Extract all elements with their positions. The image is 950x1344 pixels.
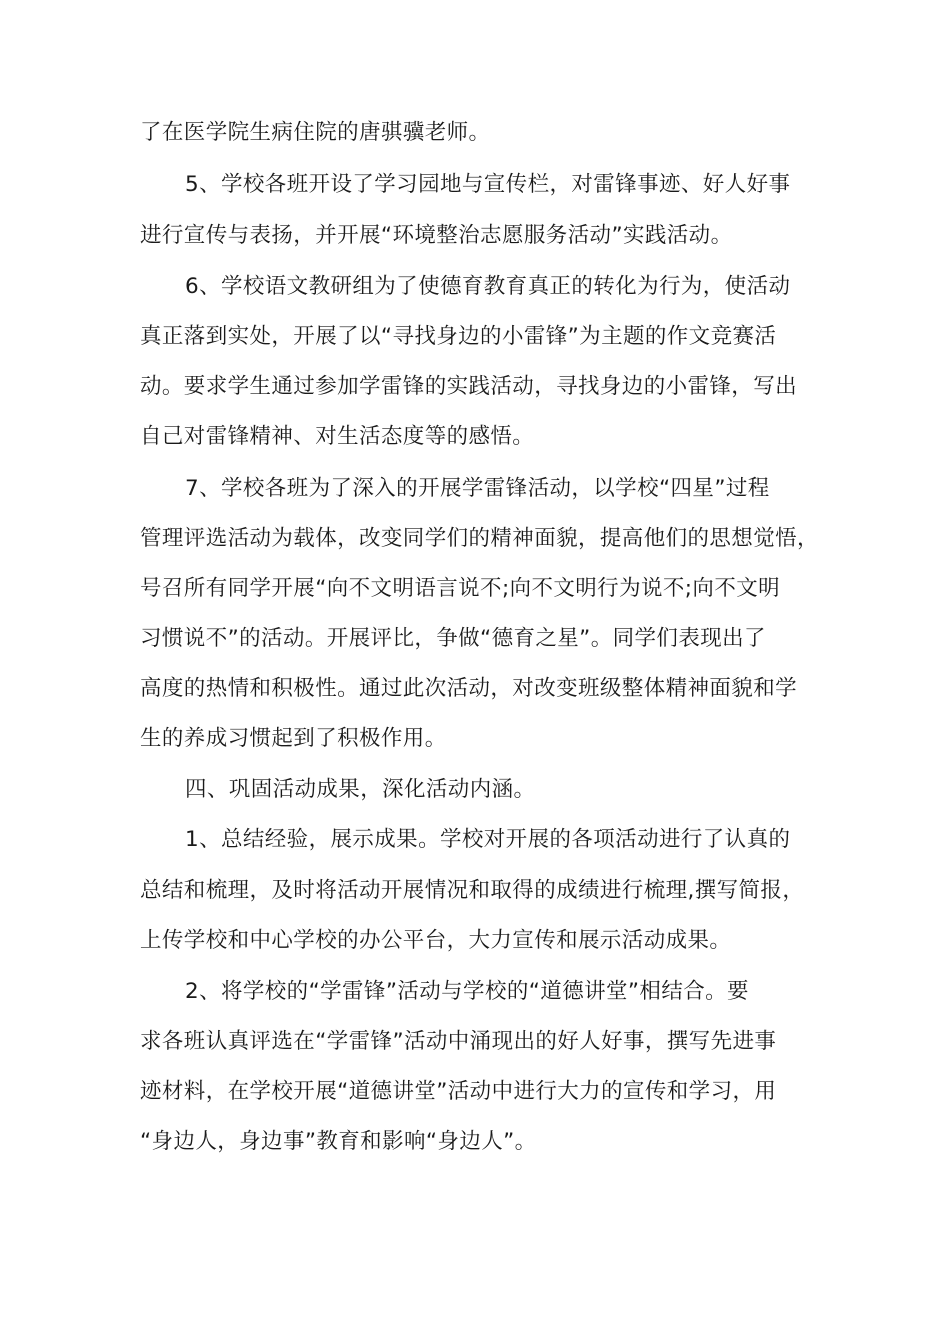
text-line: 迹材料，在学校开展“道德讲堂”活动中进行大力的宣传和学习，用 — [140, 1079, 777, 1104]
text-line: 高度的热情和积极性。通过此次活动，对改变班级整体精神面貌和学 — [140, 676, 798, 701]
text-line: 1、总结经验，展示成果。学校对开展的各项活动进行了认真的 — [185, 827, 791, 852]
text-line: 号召所有同学开展“向不文明语言说不;向不文明行为说不;向不文明 — [140, 576, 781, 601]
text-line: 管理评选活动为载体，改变同学们的精神面貌，提高他们的思想觉悟， — [140, 526, 819, 551]
text-line: 7、学校各班为了深入的开展学雷锋活动，以学校“四星”过程 — [185, 476, 770, 501]
text-line: “身边人，身边事”教育和影响“身边人”。 — [140, 1129, 537, 1154]
text-line: 5、学校各班开设了学习园地与宣传栏，对雷锋事迹、好人好事 — [185, 172, 791, 197]
text-line: 生的养成习惯起到了积极作用。 — [140, 726, 447, 751]
section-heading: 四、巩固活动成果，深化活动内涵。 — [185, 777, 536, 802]
text-line: 总结和梳理，及时将活动开展情况和取得的成绩进行梳理,撰写简报， — [140, 878, 805, 903]
text-line: 真正落到实处，开展了以“寻找身边的小雷锋”为主题的作文竞赛活 — [140, 324, 777, 349]
text-line: 求各班认真评选在“学雷锋”活动中涌现出的好人好事，撰写先进事 — [140, 1029, 777, 1054]
text-line: 习惯说不”的活动。开展评比，争做“德育之星”。同学们表现出了 — [140, 626, 766, 651]
text-line: 进行宣传与表扬，并开展“环境整治志愿服务活动”实践活动。 — [140, 223, 733, 248]
text-line: 2、将学校的“学雷锋”活动与学校的“道德讲堂”相结合。要 — [185, 979, 749, 1004]
text-line: 动。要求学生通过参加学雷锋的实践活动，寻找身边的小雷锋，写出 — [140, 374, 798, 399]
text-line: 6、学校语文教研组为了使德育教育真正的转化为行为，使活动 — [185, 274, 791, 299]
text-line: 自己对雷锋精神、对生活态度等的感悟。 — [140, 424, 535, 449]
text-line: 上传学校和中心学校的办公平台，大力宣传和展示活动成果。 — [140, 928, 732, 953]
text-line: 了在医学院生病住院的唐骐骥老师。 — [140, 120, 491, 145]
